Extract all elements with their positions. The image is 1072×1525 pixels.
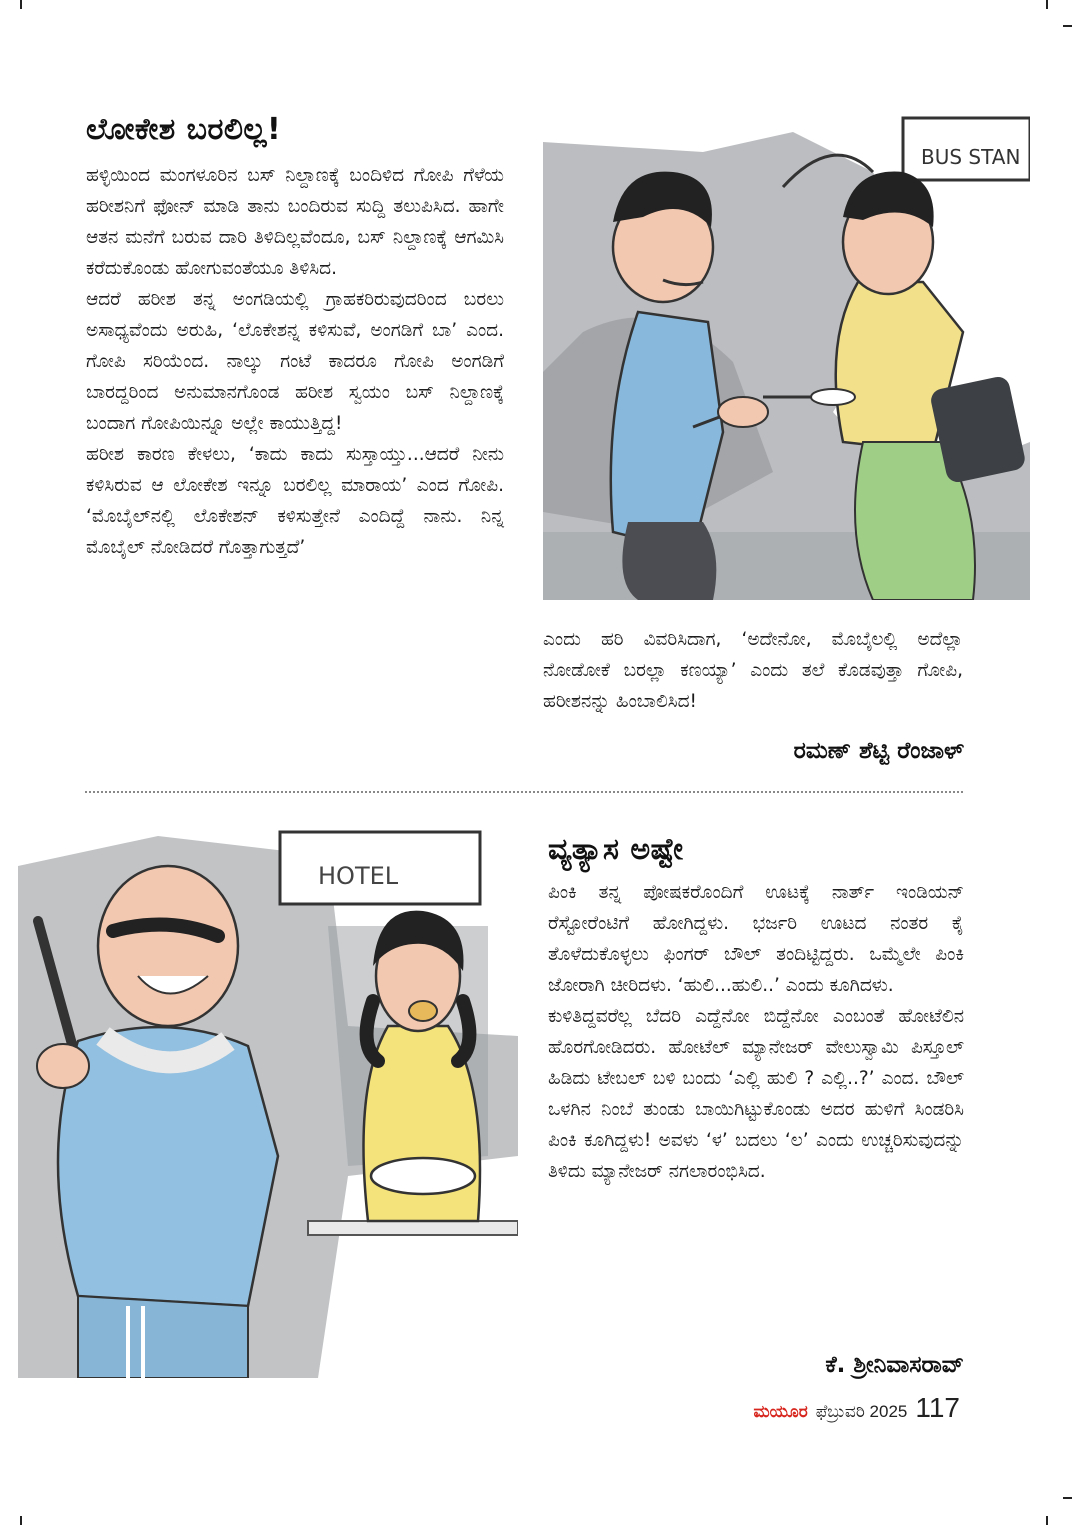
bus-stand-sign: BUS STAN: [921, 145, 1021, 169]
story1-paragraph: ಹರೀಶ ಕಾರಣ ಕೇಳಲು, ‘ಕಾದು ಕಾದು ಸುಸ್ತಾಯ್ತು...ಆದರೆ ನೀನು ಕಳಿಸಿರುವ ಆ ಲೋಕೇಶ ಇನ್ನೂ ಬರಲಿಲ್ಲ ಮಾರಾಯ’ ಎಂದ ಗೋಪಿ. ‘ಮೊಬೈಲ್‌ನಲ್ಲಿ ಲೊಕೇಶನ್ ಕಳಿಸುತ್ತೇನೆ ಎಂದಿದ್ದೆ ನಾನು. ನಿನ್ನ ಮೊಬೈಲ್ ನೋಡಿದರೆ ಗೊತ್ತಾಗುತ್ತದೆ’: [86, 444, 504, 558]
issue-date: ಫೆಬ್ರುವರಿ 2025: [815, 1402, 908, 1421]
story2-paragraph: ಕುಳಿತಿದ್ದವರೆಲ್ಲ ಬೆದರಿ ಎದ್ದೆನೋ ಬಿದ್ದೆನೋ ಎಂಬಂತೆ ಹೋಟೆಲಿನ ಹೊರಗೋಡಿದರು. ಹೋಟೆಲ್ ಮ್ಯಾನೇಜರ್ ವೇಲುಸ್ವಾಮಿ ಪಿಸ್ತೂಲ್ ಹಿಡಿದು ಟೇಬಲ್ ಬಳಿ ಬಂದು ‘ಎಲ್ಲಿ ಹುಲಿ ? ಎಲ್ಲಿ..?’ ಎಂದ. ಬೌಲ್ ಒಳಗಿನ ನಿಂಬೆ ತುಂಡು ಬಾಯಿಗಿಟ್ಟುಕೊಂಡು ಅದರ ಹುಳಿಗೆ ಸಿಂಡರಿಸಿ ಪಿಂಕಿ ಕೂಗಿದ್ದಳು! ಅವಳು ‘ಳ’ ಬದಲು ‘ಲ’ ಎಂದು ಉಚ್ಚರಿಸುವುದನ್ನು ತಿಳಿದು ಮ್ಯಾನೇಜರ್ ನಗಲಾರಂಭಿಸಿದ.: [548, 1006, 964, 1182]
story1-continuation-text: ಎಂದು ಹರಿ ವಿವರಿಸಿದಾಗ, ‘ಅದೇನೋ, ಮೊಬೈಲಲ್ಲಿ ಅದೆಲ್ಲಾ ನೋಡೋಕೆ ಬರಲ್ಲಾ ಕಣಯ್ಯಾ’ ಎಂದು ತಲೆ ಕೊಡವುತ್ತಾ ಗೋಪಿ, ಹರೀಶನನ್ನು ಹಿಂಬಾಲಿಸಿದ!: [543, 629, 963, 712]
story2-illustration: [18, 826, 518, 1378]
story2-body: [548, 877, 964, 1187]
section-divider: [85, 791, 963, 793]
crop-mark-top-left: [20, 0, 22, 9]
story2-paragraph: ಪಿಂಕಿ ತನ್ನ ಪೋಷಕರೊಂದಿಗೆ ಊಟಕ್ಕೆ ನಾರ್ತ್ ಇಂಡಿಯನ್ ರೆಸ್ಟೋರೆಂಟಿಗೆ ಹೋಗಿದ್ದಳು. ಭರ್ಜರಿ ಊಟದ ನಂತರ ಕೈ ತೊಳೆದುಕೊಳ್ಳಲು ಫಿಂಗರ್ ಬೌಲ್ ತಂದಿಟ್ಟಿದ್ದರು. ಒಮ್ಮೆಲೇ ಪಿಂಕಿ ಜೋರಾಗಿ ಚೀರಿದಳು. ‘ಹುಲಿ...ಹುಲಿ..’ ಎಂದು ಕೂಗಿದಳು.: [548, 882, 964, 996]
story1-continuation: [543, 624, 963, 717]
crop-mark-right-lower: [1063, 1497, 1072, 1499]
story1-author: ರಮಣ್ ಶೆಟ್ಟಿ ರೆಂಜಾಳ್: [793, 738, 964, 764]
story1-body: [86, 160, 504, 563]
crop-mark-right-upper: [1063, 25, 1072, 27]
page-footer: [753, 1392, 960, 1426]
story1-paragraph: ಹಳ್ಳಿಯಿಂದ ಮಂಗಳೂರಿನ ಬಸ್ ನಿಲ್ದಾಣಕ್ಕೆ ಬಂದಿಳಿದ ಗೋಪಿ ಗೆಳೆಯ ಹರೀಶನಿಗೆ ಫೋನ್ ಮಾಡಿ ತಾನು ಬಂದಿರುವ ಸುದ್ದಿ ತಲುಪಿಸಿದ. ಹಾಗೇ ಆತನ ಮನೆಗೆ ಬರುವ ದಾರಿ ತಿಳಿದಿಲ್ಲವೆಂದೂ, ಬಸ್ ನಿಲ್ದಾಣಕ್ಕೆ ಆಗಮಿಸಿ ಕರೆದುಕೊಂಡು ಹೋಗುವಂತೆಯೂ ತಿಳಿಸಿದ.: [86, 165, 504, 279]
story2-title: ವ್ಯತ್ಯಾಸ ಅಷ್ಟೇ: [548, 832, 684, 867]
page-number: 117: [915, 1392, 960, 1423]
story1-illustration: [543, 112, 1030, 600]
crop-mark-top-right: [1046, 0, 1048, 9]
crop-mark-bottom-left: [20, 1516, 22, 1525]
crop-mark-bottom-right: [1046, 1516, 1048, 1525]
story2-author: ಕೆ. ಶ್ರೀನಿವಾಸರಾವ್: [825, 1352, 964, 1378]
story1-title: ಲೋಕೇಶ ಬರಲಿಲ್ಲ!: [86, 112, 282, 147]
magazine-brand: ಮಯೂರ: [753, 1402, 808, 1421]
story1-paragraph: ಆದರೆ ಹರೀಶ ತನ್ನ ಅಂಗಡಿಯಲ್ಲಿ ಗ್ರಾಹಕರಿರುವುದರಿಂದ ಬರಲು ಅಸಾಧ್ಯವೆಂದು ಅರುಹಿ, ‘ಲೊಕೇಶನ್ನ ಕಳಿಸುವೆ, ಅಂಗಡಿಗೆ ಬಾ’ ಎಂದ. ಗೋಪಿ ಸರಿಯೆಂದ. ನಾಲ್ಕು ಗಂಟೆ ಕಾದರೂ ಗೋಪಿ ಅಂಗಡಿಗೆ ಬಾರದ್ದರಿಂದ ಅನುಮಾನಗೊಂಡ ಹರೀಶ ಸ್ವಯಂ ಬಸ್ ನಿಲ್ದಾಣಕ್ಕೆ ಬಂದಾಗ ಗೋಪಿಯಿನ್ನೂ ಅಲ್ಲೇ ಕಾಯುತ್ತಿದ್ದ!: [86, 289, 504, 434]
hotel-sign: HOTEL: [318, 862, 399, 890]
